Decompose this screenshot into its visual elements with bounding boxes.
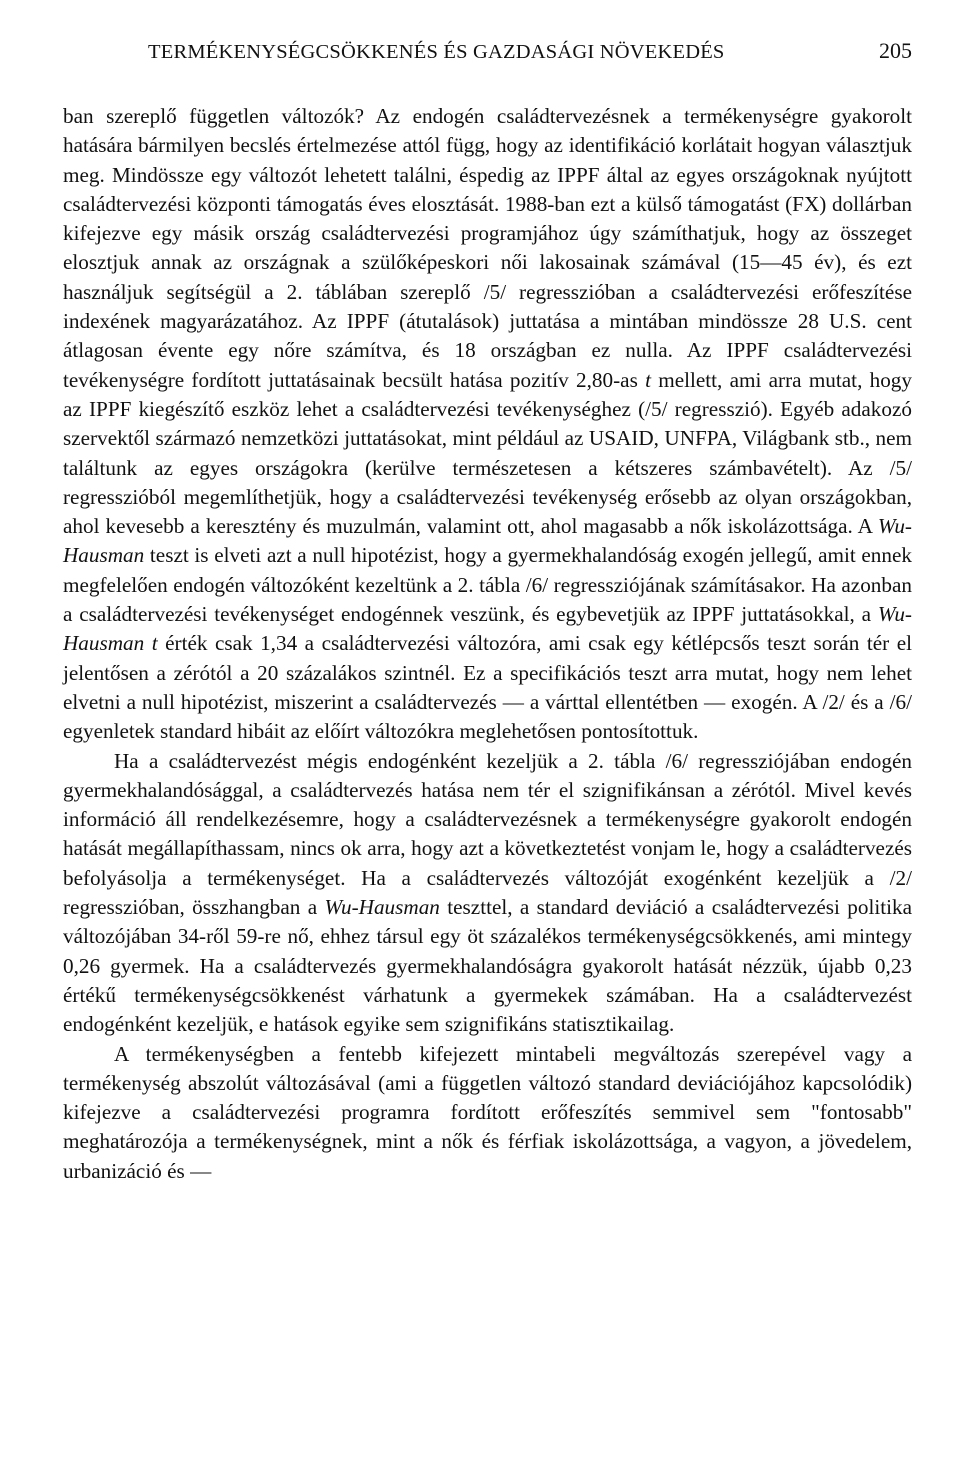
italic-term: t [645,367,651,392]
text-run: mellett, ami arra mutat, hogy az IPPF kiegészítő eszköz lehet a családtervezési tevékenységhez (/5/ regresszió). Egyéb adakozó szervektől származó nemzetközi juttatásokat, mint például az USAID, UNFPA, Világbank stb., nem találtunk az egyes országokra (kerülve természetesen a kétszeres számbavételt). Az /5/ regresszióból megemlíthetjük, hogy a családtervezési tevékenység erősebb az olyan országokban, ahol kevesebb a keresztény és muzulmán, valamint ott, ahol magasabb a nők iskolázottsága. A [63,367,912,539]
text-run: ban szereplő független változók? Az endogén családtervezésnek a termékenységre gyakorolt hatására bármilyen becslés értelmezése attól függ, hogy az identifikáció korlátait hogyan választjuk meg. Mindössze egy változót lehetett találni, éspedig az IPPF által az egyes országoknak nyújtott családtervezési központi támogatás éves elosztását. 1988-ban ezt a külső támogatást (FX) dollárban kifejezve egy másik ország családtervezési programjához úgy számíthatjuk, hogy az összeget elosztjuk annak az országnak a szülőképeskori női lakosainak számával (15—45 év), és ezt használjuk segítségül a 2. táblában szereplő /5/ regresszióban a családtervezési erőfeszítése indexének magyarázatához. Az IPPF (átutalások) juttatása a mintában mindössze 28 U.S. cent átlagosan évente egy nőre számítva, és 18 országban ez nulla. Az IPPF családtervezési tevékenységre fordított juttatásainak becsült hatása pozitív 2,80-as [63,104,912,392]
text-run: A termékenységben a fentebb kifejezett mintabeli megváltozás szerepével vagy a termékenység abszolút változásával (ami a független változó standard deviációjához kapcsolódik) kifejezve a családtervezési programra fordított erőfeszítés semmivel sem "fontosabb" meghatározója a termékenységnek, mint a nők és férfiak iskolázottsága, a vagyon, a jövedelem, urbanizáció és — [63,1041,912,1183]
paragraph [63,102,912,747]
paragraph [63,747,912,1040]
page-number: 205 [879,38,912,63]
italic-term: Wu-Hausman [324,895,440,920]
paragraph [63,1040,912,1186]
running-title: TERMÉKENYSÉGCSÖKKENÉS ÉS GAZDASÁGI NÖVEKEDÉS [148,41,725,63]
text-run: teszt is elveti azt a null hipotézist, hogy a gyermekhalandóság exogén jellegű, amit ennek megfelelően endogén változóként kezeltünk a 2. tábla /6/ regressziójának számításakor. Ha azonban a családtervezési tevékenységet endogénnek veszünk, és egybevetjük az IPPF juttatásokkal, a [63,543,912,627]
italic-term: Wu-Hausman t [63,602,912,656]
running-header [63,38,912,78]
text-run: teszttel, a standard deviáció a családtervezési politika változójában 34-ről 59-re nő, ehhez társul egy öt százalékos termékenységcsökkenés, ami mintegy 0,26 gyermek. Ha a családtervezés gyermekhalandóságra gyakorolt hatását nézzük, újabb 0,23 értékű termékenységcsökkenést várhatunk a gyermekek számában. Ha a családtervezést endogénként kezeljük, e hatások egyike sem szignifikáns statisztikailag. [63,895,913,1037]
text-run: érték csak 1,34 a családtervezési változóra, ami csak egy kétlépcsős teszt során tér el jelentősen a zérótól a 20 százalákos szintnél. Ez a specifikációs teszt arra mutat, hogy nem lehet elvetni a null hipotézist, miszerint a családtervezés — a várttal ellentétben — exogén. A /2/ és a /6/ egyenletek standard hibáit az előírt változókra meglehetősen pontosítottuk. [63,631,913,744]
text-run: Ha a családtervezést mégis endogénként kezeljük a 2. tábla /6/ regressziójában endogén gyermekhalandósággal, a családtervezés hatása nem tér el szignifikánsan a zérótól. Mivel kevés információ áll rendelkezésemre, hogy a családtervezésnek a termékenységre gyakorolt endogén hatását megállapíthassam, nincs ok arra, hogy azt a következtetést vonjam le, hogy a családtervezés befolyásolja a termékenységet. Ha a családtervezés változóját exogénként kezeljük a /2/ regresszióban, összhangban a [63,748,912,920]
body-text [63,102,912,1186]
italic-term: Wu-Hausman [63,514,912,568]
